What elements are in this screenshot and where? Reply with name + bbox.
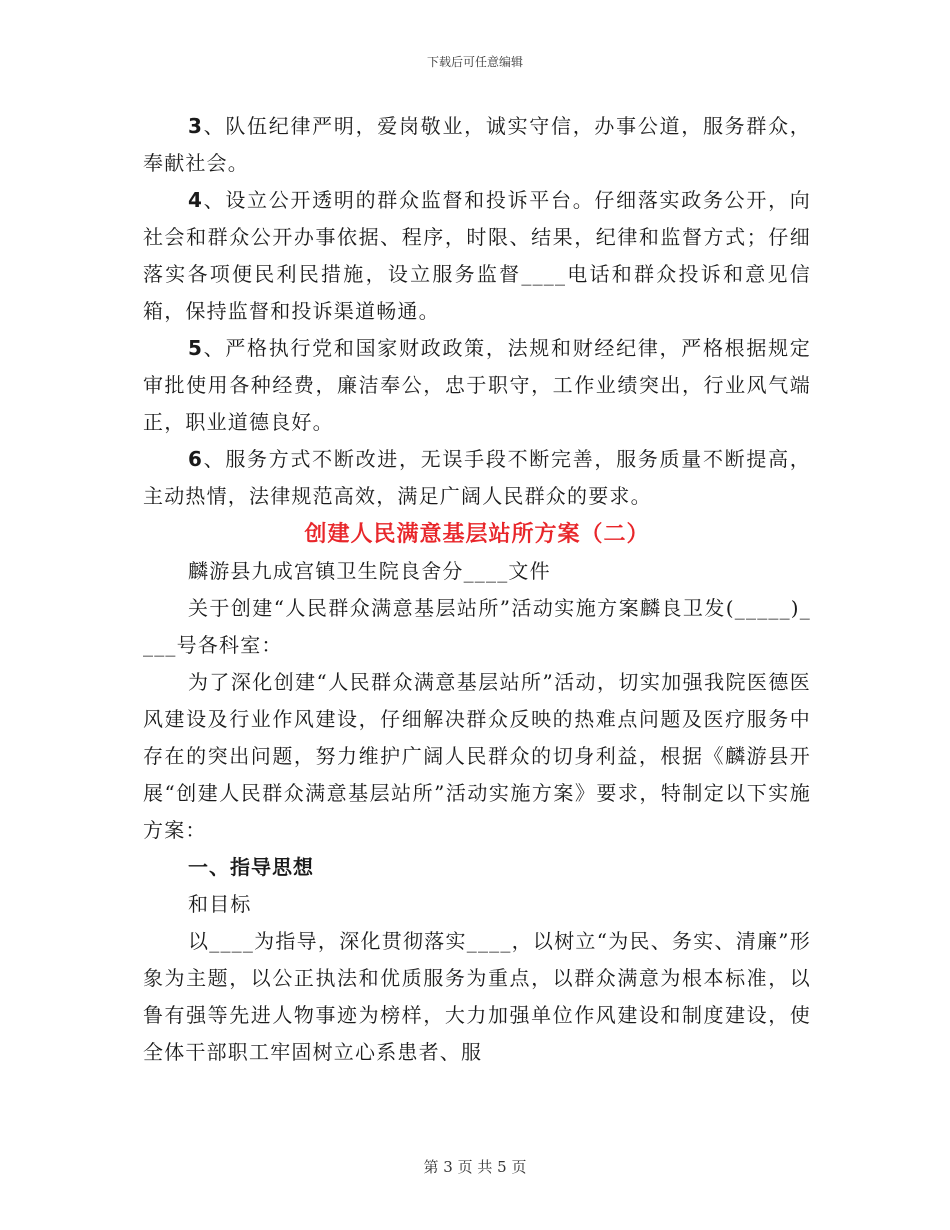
paragraph-item-4 — [143, 182, 811, 330]
item-number: 5 — [188, 336, 204, 360]
item-number: 4 — [188, 188, 204, 212]
item-number: 3 — [188, 114, 204, 138]
page-number: 第 3 页 共 5 页 — [423, 1158, 527, 1176]
section-paragraph: 以____为指导，深化贯彻落实____，以树立“为民、务实、清廉”形象为主题，以公正执法和优质服务为重点，以群众满意为根本标准，以鲁有强等先进人物事迹为榜样，大力加强单位作风建设和制度建设，使全体干部职工牢固树立心系患者、服 — [143, 929, 811, 1064]
intro-paragraph: 为了深化创建“人民群众满意基层站所”活动，切实加强我院医德医风建设及行业作风建设，仔细解决群众反映的热难点问题及医疗服务中存在的突出问题，努力维护广阔人民群众的切身利益，根据《麟游县开展“创建人民群众满意基层站所”活动实施方案》要求，特制定以下实施方案： — [143, 670, 811, 842]
page-header-note: 下载后可任意编辑 — [426, 55, 523, 69]
paragraph-item-5 — [143, 330, 811, 441]
item-number: 6 — [188, 447, 204, 471]
paragraph-text: 、设立公开透明的群众监督和投诉平台。仔细落实政务公开，向社会和群众公开办事依据、程序，时限、结果，纪律和监督方式；仔细落实各项便民利民措施，设立服务监督____电话和群众投诉和意见信箱，保持监督和投诉渠道畅通。 — [143, 188, 811, 323]
paragraph-text: 、服务方式不断改进，无误手段不断完善，服务质量不断提高，主动热情，法律规范高效，满足广阔人民群众的要求。 — [143, 447, 811, 508]
paragraph-item-3 — [143, 108, 811, 182]
section-subheading: 和目标 — [188, 892, 252, 916]
paragraph-text: 、严格执行党和国家财政政策，法规和财经纪律，严格根据规定审批使用各种经费，廉洁奉公，忠于职守，工作业绩突出，行业风气端正，职业道德良好。 — [143, 336, 811, 434]
issuer-line: 麟游县九成宫镇卫生院良舍分____文件 — [188, 559, 551, 583]
paragraph-item-6 — [143, 441, 811, 515]
notice-line: 关于创建“人民群众满意基层站所”活动实施方案麟良卫发(_____)____号各科室： — [143, 596, 811, 657]
section-heading: 一、指导思想 — [188, 855, 314, 879]
document-title: 创建人民满意基层站所方案（二） — [304, 522, 650, 547]
document-body — [143, 108, 811, 1071]
paragraph-text: 、队伍纪律严明，爱岗敬业，诚实守信，办事公道，服务群众，奉献社会。 — [143, 114, 811, 175]
